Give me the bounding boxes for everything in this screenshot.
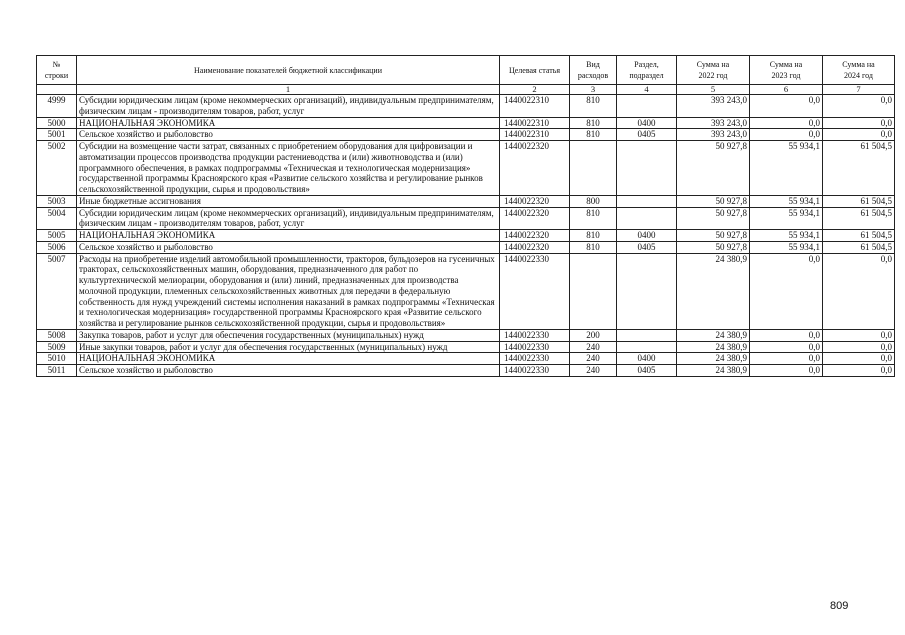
expense-type-code: 810 (570, 95, 617, 118)
indicator-name: Субсидии юридическим лицам (кроме некоммерческих организаций), индивидуальным предпринимателям, физическим лицам - производителям товаров, работ, услуг (77, 95, 500, 118)
target-item-code: 1440022330 (500, 365, 570, 377)
indicator-name: Субсидии на возмещение части затрат, связанных с приобретением оборудования для цифровизации и автоматизации процессов производства продукции растениеводства и (или) животноводства и (или) программного обеспечения, в рамках подпрограммы «Техническая и технологическая модернизация» государственной программы Красноярского края «Развитие сельского хозяйства и регулирование рынков сельскохозяйственной продукции, сырья и продовольствия» (77, 141, 500, 196)
sum-2022: 24 380,9 (677, 253, 750, 329)
expense-type-code (570, 253, 617, 329)
column-number: 6 (750, 85, 823, 95)
column-number: 5 (677, 85, 750, 95)
target-item-code: 1440022320 (500, 241, 570, 253)
sum-2022: 50 927,8 (677, 241, 750, 253)
target-item-code: 1440022310 (500, 117, 570, 129)
indicator-name: НАЦИОНАЛЬНАЯ ЭКОНОМИКА (77, 117, 500, 129)
sum-2022: 24 380,9 (677, 341, 750, 353)
sum-2023: 0,0 (750, 95, 823, 118)
sum-2023: 0,0 (750, 253, 823, 329)
row-number: 5004 (37, 207, 77, 230)
table-row (37, 329, 895, 341)
section-code (617, 95, 677, 118)
expense-type-code: 800 (570, 195, 617, 207)
table-header (37, 56, 895, 95)
target-item-code: 1440022320 (500, 195, 570, 207)
sum-2022: 50 927,8 (677, 141, 750, 196)
expense-type-code: 810 (570, 117, 617, 129)
table-row (37, 341, 895, 353)
table-row (37, 195, 895, 207)
table-row (37, 253, 895, 329)
column-number: 3 (570, 85, 617, 95)
target-item-code: 1440022330 (500, 329, 570, 341)
section-code: 0400 (617, 353, 677, 365)
sum-2023: 55 934,1 (750, 207, 823, 230)
section-code (617, 329, 677, 341)
expense-type-code: 810 (570, 207, 617, 230)
row-number: 5003 (37, 195, 77, 207)
table-row (37, 141, 895, 196)
row-number: 5000 (37, 117, 77, 129)
column-number (37, 85, 77, 95)
indicator-name: Расходы на приобретение изделий автомобильной промышленности, тракторов, бульдозеров на гусеничных тракторах, сельскохозяйственных машин, оборудования, предназначенного для работ по культуртехнической мелиорации, оборудования и (или) линий, предназначенных для производства молочной продукции, племенных сельскохозяйственных животных для передачи в федеральную собственность для нужд учреждений системы исполнения наказаний в рамках подпрограммы «Техническая и технологическая модернизация» государственной программы Красноярского края «Развитие сельского хозяйства и регулирование рынков сельскохозяйственной продукции, сырья и продовольствия» (77, 253, 500, 329)
table-row (37, 230, 895, 242)
sum-2023: 0,0 (750, 117, 823, 129)
page-number: 809 (830, 600, 849, 612)
target-item-code: 1440022320 (500, 207, 570, 230)
target-item-code: 1440022330 (500, 341, 570, 353)
budget-document-page (36, 55, 892, 377)
sum-2024: 0,0 (823, 129, 895, 141)
section-code: 0405 (617, 241, 677, 253)
expense-type-code (570, 141, 617, 196)
target-item-code: 1440022330 (500, 253, 570, 329)
sum-2022: 24 380,9 (677, 365, 750, 377)
section-code: 0400 (617, 230, 677, 242)
section-code (617, 207, 677, 230)
section-code: 0405 (617, 129, 677, 141)
sum-2023: 0,0 (750, 129, 823, 141)
row-number: 5001 (37, 129, 77, 141)
sum-2024: 0,0 (823, 329, 895, 341)
row-number: 5009 (37, 341, 77, 353)
sum-2023: 55 934,1 (750, 141, 823, 196)
sum-2022: 24 380,9 (677, 353, 750, 365)
row-number: 5008 (37, 329, 77, 341)
sum-2022: 393 243,0 (677, 129, 750, 141)
sum-2024: 61 504,5 (823, 141, 895, 196)
row-number: 5011 (37, 365, 77, 377)
row-number: 5007 (37, 253, 77, 329)
indicator-name: НАЦИОНАЛЬНАЯ ЭКОНОМИКА (77, 353, 500, 365)
table-body (37, 95, 895, 377)
target-item-code: 1440022310 (500, 129, 570, 141)
indicator-name: Сельское хозяйство и рыболовство (77, 129, 500, 141)
table-row (37, 95, 895, 118)
sum-2023: 0,0 (750, 353, 823, 365)
budget-table (36, 55, 895, 377)
column-number-row (37, 85, 895, 95)
table-row (37, 129, 895, 141)
sum-2022: 24 380,9 (677, 329, 750, 341)
expense-type-code: 810 (570, 230, 617, 242)
table-row (37, 353, 895, 365)
indicator-name: НАЦИОНАЛЬНАЯ ЭКОНОМИКА (77, 230, 500, 242)
sum-2022: 393 243,0 (677, 117, 750, 129)
expense-type-code: 240 (570, 341, 617, 353)
sum-2023: 0,0 (750, 365, 823, 377)
indicator-name: Субсидии юридическим лицам (кроме некоммерческих организаций), индивидуальным предпринимателям, физическим лицам - производителям товаров, работ, услуг (77, 207, 500, 230)
table-row (37, 241, 895, 253)
target-item-code: 1440022310 (500, 95, 570, 118)
sum-2022: 393 243,0 (677, 95, 750, 118)
sum-2024: 0,0 (823, 353, 895, 365)
sum-2023: 0,0 (750, 341, 823, 353)
indicator-name: Иные закупки товаров, работ и услуг для обеспечения государственных (муниципальных) нужд (77, 341, 500, 353)
sum-2024: 0,0 (823, 95, 895, 118)
row-number: 5010 (37, 353, 77, 365)
expense-type-code: 810 (570, 129, 617, 141)
column-number: 4 (617, 85, 677, 95)
section-code (617, 195, 677, 207)
sum-2024: 61 504,5 (823, 195, 895, 207)
sum-2022: 50 927,8 (677, 230, 750, 242)
expense-type-code: 240 (570, 365, 617, 377)
table-row (37, 207, 895, 230)
header-row-number: № строки (37, 56, 77, 85)
sum-2022: 50 927,8 (677, 195, 750, 207)
column-number: 1 (77, 85, 500, 95)
indicator-name: Сельское хозяйство и рыболовство (77, 365, 500, 377)
section-code: 0405 (617, 365, 677, 377)
sum-2024: 0,0 (823, 365, 895, 377)
column-number: 2 (500, 85, 570, 95)
header-section: Раздел, подраздел (617, 56, 677, 85)
target-item-code: 1440022320 (500, 141, 570, 196)
row-number: 5005 (37, 230, 77, 242)
sum-2022: 50 927,8 (677, 207, 750, 230)
indicator-name: Иные бюджетные ассигнования (77, 195, 500, 207)
section-code (617, 141, 677, 196)
expense-type-code: 810 (570, 241, 617, 253)
row-number: 5006 (37, 241, 77, 253)
indicator-name: Сельское хозяйство и рыболовство (77, 241, 500, 253)
header-indicator-name: Наименование показателей бюджетной классификации (77, 56, 500, 85)
section-code: 0400 (617, 117, 677, 129)
header-expense-type: Вид расходов (570, 56, 617, 85)
sum-2023: 55 934,1 (750, 230, 823, 242)
sum-2024: 61 504,5 (823, 207, 895, 230)
section-code (617, 253, 677, 329)
sum-2023: 55 934,1 (750, 195, 823, 207)
sum-2024: 61 504,5 (823, 230, 895, 242)
row-number: 5002 (37, 141, 77, 196)
table-row (37, 117, 895, 129)
expense-type-code: 200 (570, 329, 617, 341)
header-sum-2024: Сумма на 2024 год (823, 56, 895, 85)
expense-type-code: 240 (570, 353, 617, 365)
column-number: 7 (823, 85, 895, 95)
target-item-code: 1440022320 (500, 230, 570, 242)
target-item-code: 1440022330 (500, 353, 570, 365)
indicator-name: Закупка товаров, работ и услуг для обеспечения государственных (муниципальных) нужд (77, 329, 500, 341)
header-target-item: Целевая статья (500, 56, 570, 85)
header-sum-2022: Сумма на 2022 год (677, 56, 750, 85)
sum-2024: 0,0 (823, 117, 895, 129)
sum-2023: 0,0 (750, 329, 823, 341)
row-number: 4999 (37, 95, 77, 118)
section-code (617, 341, 677, 353)
sum-2024: 0,0 (823, 341, 895, 353)
table-row (37, 365, 895, 377)
sum-2024: 0,0 (823, 253, 895, 329)
header-sum-2023: Сумма на 2023 год (750, 56, 823, 85)
sum-2024: 61 504,5 (823, 241, 895, 253)
sum-2023: 55 934,1 (750, 241, 823, 253)
